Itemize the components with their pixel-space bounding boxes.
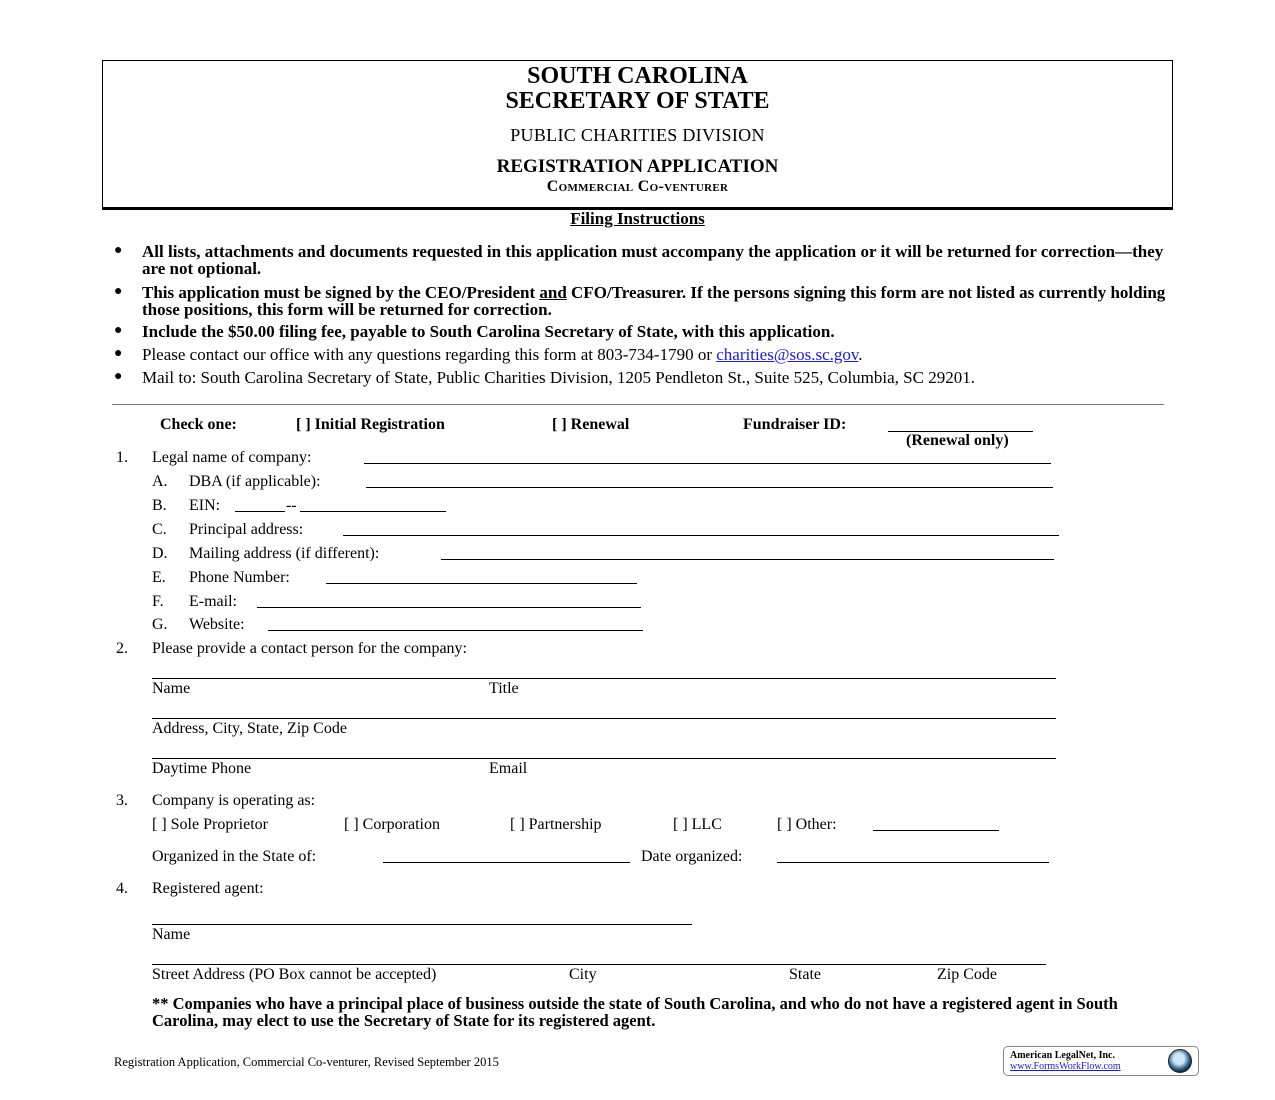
date-organized-field[interactable]: [777, 862, 1049, 863]
contact-address-field[interactable]: [152, 718, 1056, 719]
zip-code-caption: Zip Code: [937, 966, 997, 983]
organized-state-field[interactable]: [383, 862, 630, 863]
bullet-icon: ●: [114, 284, 123, 299]
registered-agent-note: ** Companies who have a principal place of business outside the state of South Carolina, and who do not have a registered agent in South Carolina, may elect to use the Secretary of State for its registered agent.: [152, 994, 1118, 1030]
email-field[interactable]: [257, 607, 641, 608]
item-letter: E.: [152, 569, 166, 586]
address-caption: Address, City, State, Zip Code: [152, 720, 347, 737]
phone-number-label: Phone Number:: [189, 569, 290, 586]
initial-registration-checkbox[interactable]: [ ] Initial Registration: [296, 416, 445, 433]
item-letter: B.: [152, 497, 167, 514]
office-title: SECRETARY OF STATE: [505, 88, 770, 114]
daytime-phone-caption: Daytime Phone: [152, 760, 252, 777]
contact-person-label: Please provide a contact person for the company:: [152, 640, 467, 657]
item-letter: G.: [152, 616, 168, 633]
section-divider: [112, 404, 1164, 405]
organized-state-label: Organized in the State of:: [152, 848, 317, 865]
american-legalnet-logo[interactable]: [1003, 1046, 1199, 1076]
registered-agent-label: Registered agent:: [152, 880, 264, 897]
ein-prefix-field[interactable]: [235, 511, 285, 512]
principal-address-label: Principal address:: [189, 521, 304, 538]
filing-instructions-title: Filing Instructions: [570, 209, 705, 228]
instruction-item: Mail to: South Carolina Secretary of State, Public Charities Division, 1205 Pendleton St., Suite 525, Columbia, SC 29201.: [142, 368, 975, 387]
date-organized-label: Date organized:: [641, 848, 743, 865]
footer-revision-text: Registration Application, Commercial Co-venturer, Revised September 2015: [114, 1055, 499, 1069]
instruction-item: This application must be signed by the CEO/President and CFO/Treasurer. If the persons signing this form are not listed as currently holding those positions, this form will be returned for correction.: [142, 283, 1166, 319]
sole-proprietor-checkbox[interactable]: [ ] Sole Proprietor: [152, 816, 268, 833]
fundraiser-id-label: Fundraiser ID:: [743, 416, 847, 433]
email-label: E-mail:: [189, 593, 237, 610]
item-letter: A.: [152, 473, 168, 490]
agent-name-field[interactable]: [152, 924, 692, 925]
principal-address-field[interactable]: [343, 535, 1059, 536]
logo-url-link[interactable]: www.FormsWorkFlow.com: [1010, 1061, 1121, 1072]
renewal-only-note: (Renewal only): [906, 432, 1009, 449]
form-subtitle: Commercial Co-venturer: [546, 178, 729, 195]
website-field[interactable]: [268, 630, 643, 631]
email-caption: Email: [489, 760, 528, 777]
form-header: [102, 60, 1173, 208]
division-title: PUBLIC CHARITIES DIVISION: [510, 125, 765, 145]
item-letter: D.: [152, 545, 168, 562]
section-1-number: 1.: [116, 449, 128, 466]
section-4-number: 4.: [116, 880, 128, 897]
title-caption: Title: [489, 680, 519, 697]
ein-suffix-field[interactable]: [300, 511, 446, 512]
ein-label: EIN:: [189, 497, 221, 514]
phone-number-field[interactable]: [326, 583, 637, 584]
state-title: SOUTH CAROLINA: [527, 63, 748, 89]
dba-label: DBA (if applicable):: [189, 473, 321, 490]
form-title: REGISTRATION APPLICATION: [496, 156, 779, 177]
dba-field[interactable]: [366, 487, 1053, 488]
ein-separator: --: [286, 497, 297, 514]
mailing-address-field[interactable]: [441, 559, 1054, 560]
agent-address-field[interactable]: [152, 964, 1046, 965]
partnership-checkbox[interactable]: [ ] Partnership: [510, 816, 602, 833]
instruction-item: Please contact our office with any questions regarding this form at 803-734-1790 or charities@sos.sc.gov.: [142, 345, 863, 364]
operating-as-label: Company is operating as:: [152, 792, 316, 809]
check-one-label: Check one:: [160, 416, 237, 433]
section-3-number: 3.: [116, 792, 128, 809]
city-caption: City: [569, 966, 597, 983]
other-field[interactable]: [873, 830, 999, 831]
legal-name-field[interactable]: [364, 463, 1051, 464]
bullet-icon: ●: [114, 323, 123, 338]
agent-name-caption: Name: [152, 926, 191, 943]
bullet-icon: ●: [114, 243, 123, 258]
contact-name-title-field[interactable]: [152, 678, 1056, 679]
name-caption: Name: [152, 680, 191, 697]
corporation-checkbox[interactable]: [ ] Corporation: [344, 816, 440, 833]
bullet-icon: ●: [114, 346, 123, 361]
other-checkbox[interactable]: [ ] Other:: [777, 816, 837, 833]
item-letter: F.: [152, 593, 164, 610]
item-letter: C.: [152, 521, 167, 538]
llc-checkbox[interactable]: [ ] LLC: [673, 816, 722, 833]
website-label: Website:: [189, 616, 245, 633]
logo-title: American LegalNet, Inc.: [1010, 1050, 1115, 1061]
renewal-checkbox[interactable]: [ ] Renewal: [552, 416, 630, 433]
mailing-address-label: Mailing address (if different):: [189, 545, 380, 562]
street-address-caption: Street Address (PO Box cannot be accepted): [152, 966, 437, 983]
bullet-icon: ●: [114, 369, 123, 384]
globe-icon: [1168, 1049, 1192, 1073]
state-caption: State: [789, 966, 821, 983]
section-2-number: 2.: [116, 640, 128, 657]
instruction-item: Include the $50.00 filing fee, payable to South Carolina Secretary of State, with this application.: [142, 322, 835, 341]
charities-email-link[interactable]: charities@sos.sc.gov: [716, 345, 859, 364]
contact-phone-email-field[interactable]: [152, 758, 1056, 759]
instruction-item: All lists, attachments and documents requested in this application must accompany the application or it will be returned for correction—they are not optional.: [142, 242, 1164, 278]
legal-name-label: Legal name of company:: [152, 449, 312, 466]
